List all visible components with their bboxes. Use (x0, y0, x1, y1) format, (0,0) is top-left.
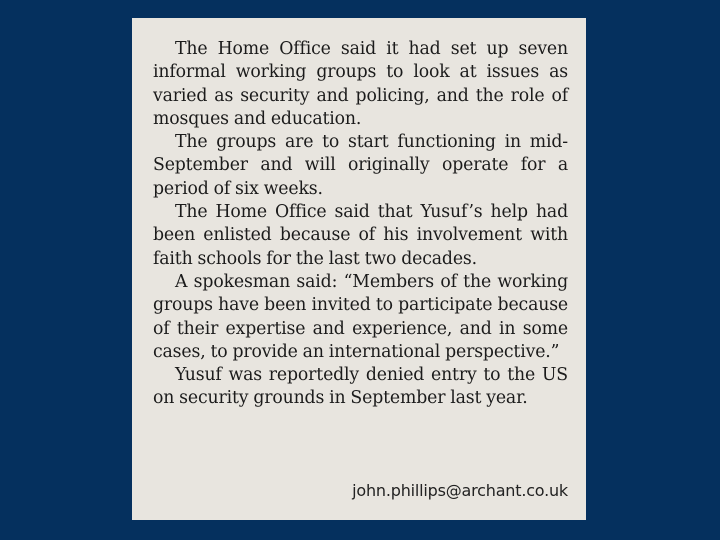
article-paragraph-2: The groups are to start functioning in mid-September and will originally operate for a period of six weeks. (153, 132, 568, 199)
article-paragraph-5: Yusuf was reportedly denied entry to the US on security grounds in September last year. (153, 365, 568, 409)
article-paragraph-4: A spokesman said: “Members of the working groups have been invited to participate because of their expertise and experience, and in some cases, to provide an international perspective.” (153, 271, 568, 362)
byline-email: john.phillips@archant.co.uk (352, 481, 568, 500)
article-paragraph-3: The Home Office said that Yusuf’s help had been enlisted because of his involvement with faith schools for the last two decades. (153, 202, 568, 269)
article-paragraph-1: The Home Office said it had set up seven informal working groups to look at issues as varied as security and policing, and the role of mosques and education. (153, 39, 568, 129)
article-body (153, 38, 568, 411)
newspaper-clipping (132, 18, 586, 520)
